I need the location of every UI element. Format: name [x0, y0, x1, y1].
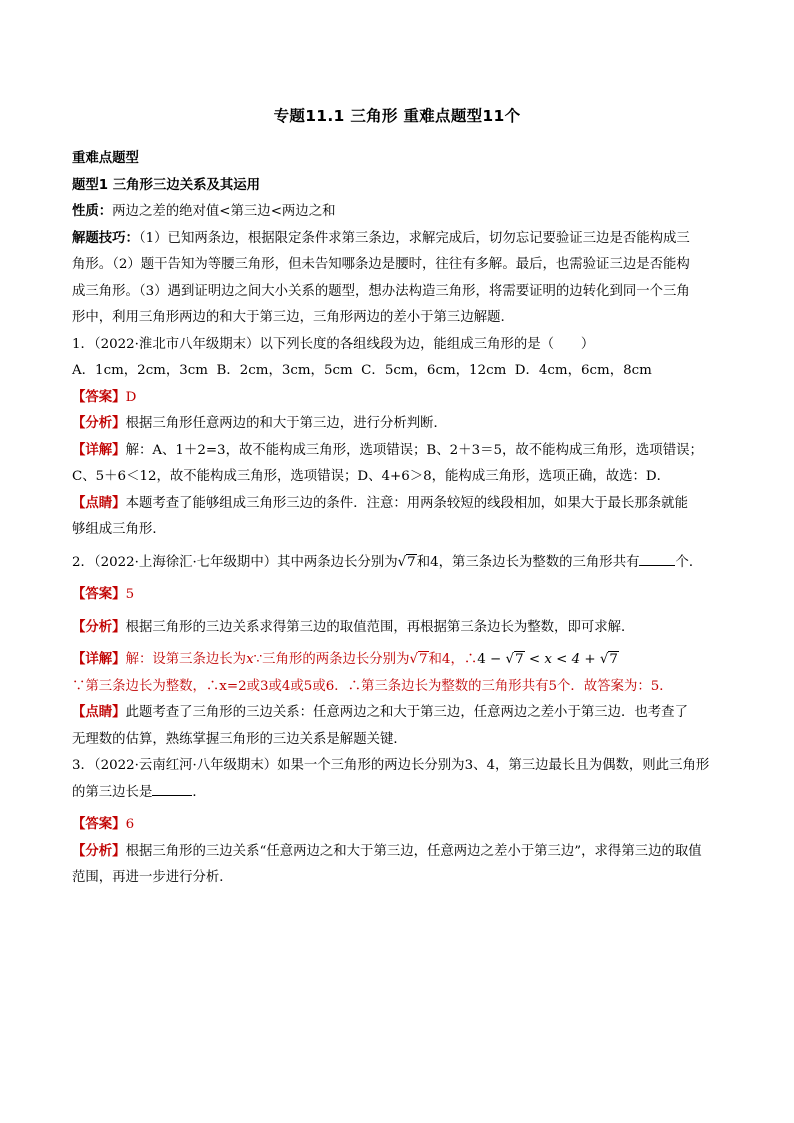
type1-heading: 题型1 三角形三边关系及其运用 [72, 177, 261, 193]
analysis-tag: 【分析】 [72, 619, 126, 635]
sqrt-radicand: 7 [609, 652, 618, 667]
q2-comment-2: 无理数的估算，熟练掌握三角形的三边关系是解题关键． [72, 731, 407, 747]
tips-line-2: 角形。（2）题干告知为等腰三角形，但未告知哪条边是腰时，往往有多解。最后，也需验证三边是否能构 [72, 257, 690, 272]
q2-answer-blank [639, 551, 675, 566]
tips-line-4: 形中，利用三角形两边的和大于第三边，三角形两边的差小于第三边解题. [72, 310, 505, 325]
q1-comment-2: 够组成三角形． [72, 522, 166, 537]
sqrt-7-ineq-right: √7 [599, 652, 618, 667]
section-heading: 重难点题型 [72, 151, 139, 166]
answer-tag: 【答案】 [72, 817, 126, 832]
q1-answer-value: D [125, 389, 137, 405]
tips-text-1: （1）已知两条边，根据限定条件求第三条边，求解完成后，切勿忘记要验证三边是否能构成三 [138, 230, 690, 246]
q2-detail-b: ∵三角形的两条边长分别为 [253, 652, 410, 667]
q1-comment-text-1: 本题考查了能够组成三角形三边的条件．注意：用两条较短的线段相加，如果大于最长那条就能 [125, 495, 688, 511]
q3-analysis-text-1: 根据三角形的三边关系“任意两边之和大于第三边，任意两边之差小于第三边”，求得第三边的取值 [125, 843, 702, 859]
sqrt-7-detail: √7 [409, 652, 428, 667]
q3-stem-end: ． [192, 784, 206, 800]
analysis-tag: 【分析】 [72, 416, 126, 431]
q2-detail-c: 和4，∴ [428, 652, 478, 667]
tips-label: 解题技巧： [72, 230, 139, 246]
q1-answer [72, 385, 724, 412]
q2-detail-2: ∵第三条边长为整数，∴x=2或3或4或5或6．∴第三条边长为整数的三角形共有5个．故答案为：5． [72, 678, 673, 694]
answer-tag: 【答案】 [72, 587, 126, 602]
sqrt-radicand: 7 [407, 554, 416, 570]
property-text: 两边之差的绝对值<第三边<两边之和 [112, 204, 336, 219]
q3-stem-1: 3．（2022·云南红河·八年级期末）如果一个三角形的两边长分别为3、4，第三边最长且为偶数，则此三角形 [72, 758, 710, 773]
q2-detail-a: 解：设第三条边长为 [125, 652, 247, 667]
q2-stem [72, 550, 724, 577]
ineq-a: 4 − [477, 652, 506, 667]
q2-comment-1 [72, 700, 724, 727]
q1-comment-1 [72, 491, 724, 518]
sqrt-7: √7 [397, 554, 416, 570]
page-title: 专题11.1 三角形 重难点题型11个 [273, 107, 521, 125]
q2-comment-text-1: 此题考查了三角形的三边关系：任意两边之和大于第三边，任意两边之差小于第三边．也考查了 [125, 705, 688, 720]
comment-tag: 【点睛】 [72, 705, 126, 720]
detail-tag: 【详解】 [72, 652, 126, 667]
q3-analysis-1 [72, 839, 724, 866]
q2-stem-c: 个． [675, 554, 703, 570]
q1-detail-2: C、5＋6＜12，故不能构成三角形，选项错误；D、4+6＞8，能构成三角形，选项正确，故选：D． [72, 469, 671, 484]
q1-detail-1 [72, 438, 724, 465]
document-body [72, 146, 724, 892]
q3-answer-value: 6 [125, 817, 135, 832]
answer-tag: 【答案】 [72, 389, 126, 405]
q2-detail-1 [72, 647, 724, 674]
q2-stem-b: 和4，第三条边长为整数的三角形共有 [416, 554, 640, 570]
q3-answer [72, 812, 724, 839]
comment-tag: 【点睛】 [72, 495, 126, 511]
analysis-tag: 【分析】 [72, 843, 126, 859]
detail-tag: 【详解】 [72, 442, 126, 458]
sqrt-radicand: 7 [419, 652, 428, 667]
q2-analysis-text: 根据三角形的三边关系求得第三边的取值范围，再根据第三条边长为整数，即可求解． [125, 619, 635, 635]
sqrt-7-ineq-left: √7 [505, 652, 524, 667]
property-label: 性质： [72, 204, 113, 219]
q2-answer-value: 5 [125, 587, 135, 602]
ineq-b: < x < 4 + [524, 652, 600, 667]
q1-stem: 1．（2022·淮北市八年级期末）以下列长度的各组线段为边，能组成三角形的是（ ） [72, 336, 595, 352]
tips-line-3: 成三角形。（3）遇到证明边之间大小关系的题型，想办法构造三角形，将需要证明的边转化到同一个三角 [72, 283, 690, 299]
q1-options: A．1cm，2cm，3cm B．2cm，3cm，5cm C．5cm，6cm，12cm D．4cm，6cm，8cm [72, 363, 652, 378]
q2-analysis [72, 615, 724, 642]
q3-analysis-2: 范围，再进一步进行分析． [72, 870, 233, 885]
var-x: x [246, 652, 254, 667]
q3-stem-2 [72, 780, 724, 807]
sqrt-radicand: 7 [515, 652, 524, 667]
tips-line-1 [72, 226, 724, 253]
q3-stem-text-2: 的第三边长是 [72, 784, 153, 800]
q1-analysis [72, 411, 724, 438]
q2-stem-a: 2．（2022·上海徐汇·七年级期中）其中两条边长分别为 [72, 554, 398, 570]
q2-answer [72, 582, 724, 609]
q2-inequality [477, 652, 619, 667]
q3-answer-blank [152, 781, 192, 796]
q1-analysis-text: 根据三角形任意两边的和大于第三边，进行分析判断． [125, 416, 447, 431]
q1-detail-text-1: 解：A、1＋2=3，故不能构成三角形，选项错误；B、2＋3＝5，故不能构成三角形，选项错误； [125, 442, 703, 458]
property-line [72, 199, 724, 226]
